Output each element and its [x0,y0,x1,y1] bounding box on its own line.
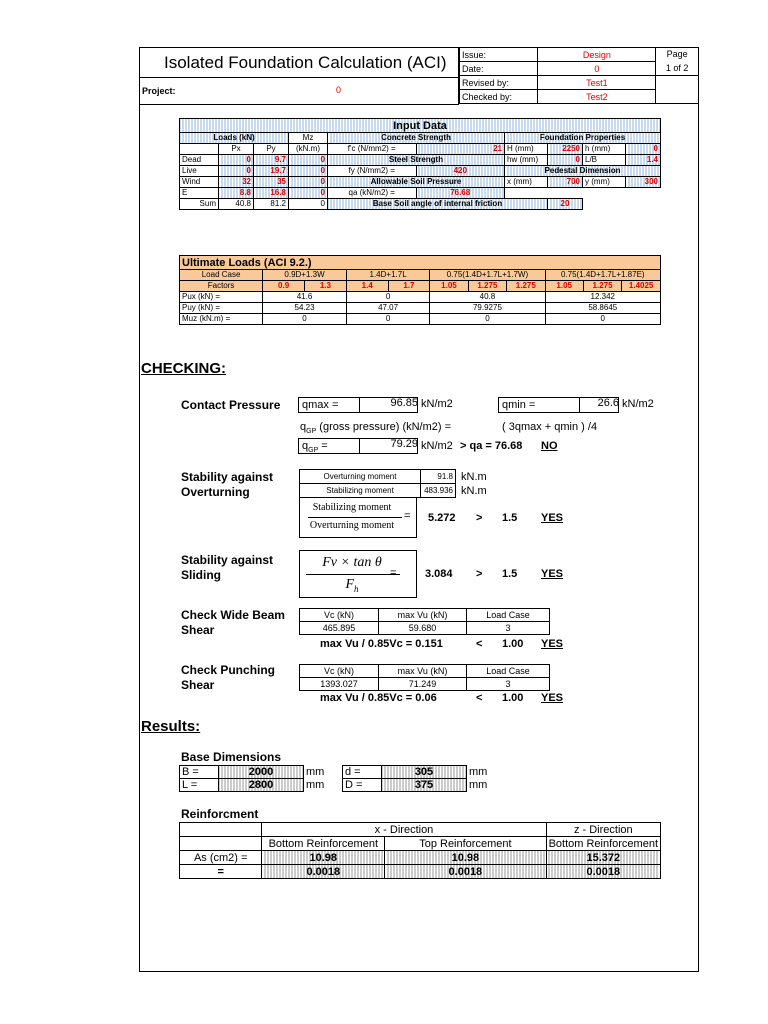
checking-title: CHECKING: [141,360,226,377]
revised-label: Revised by: [460,76,538,90]
page-empty-cell [656,76,699,104]
blank [583,199,661,210]
z-direction-header: z - Direction [546,823,660,837]
qmax-label: qmax = [302,399,339,411]
dead-label: Dead [180,155,219,166]
foundation-header: Foundation Properties [505,133,661,144]
py-header: Py [254,144,289,155]
case-1: 0.9D+1.3W [263,270,347,281]
date-label: Date: [460,62,538,76]
qmax-unit: kN/m2 [421,398,453,410]
overturning-fraction [299,498,417,538]
sheet-title: Isolated Foundation Calculation (ACI) [164,53,447,72]
wide-beam-table [299,608,550,635]
wide-beam-ratio-label: max Vu / 0.85Vc = [320,638,413,650]
contact-result: NO [541,440,558,452]
wide-beam-result: YES [541,638,564,650]
y-value: 300 [626,177,661,188]
sum-label: Sum [180,199,219,210]
B-label: B = [180,766,219,779]
wide-beam-ratio-value: 0.151 [415,638,443,650]
LB-label: L/B [583,155,626,166]
z-bottom-header: Bottom Reinforcement [546,837,660,851]
factor: 1.275 [583,281,621,292]
project-value: 0 [336,85,342,95]
rho-x-top: 0.0018 [385,865,546,879]
as-label: As (cm2) = [180,851,262,865]
puy-value: 54.23 [263,303,347,314]
punching-table [299,664,550,691]
qmin-label: qmin = [502,399,536,411]
live-label: Live [180,166,219,177]
loadcase-header: Load Case [467,665,550,678]
qmax-value: 96.85 [359,397,418,413]
wide-beam-ratio [320,638,443,650]
qa-compare [460,440,522,452]
dead-py: 9.7 [254,155,289,166]
e-px: 8.8 [219,188,254,199]
maxvu-value: 71.249 [379,678,467,691]
blank [180,144,219,155]
h-value: 0 [626,144,661,155]
title-cell [139,47,459,78]
L-unit: mm [306,779,325,791]
factor: 1.05 [430,281,468,292]
sliding-op: > [476,568,483,580]
overturning-moment-label: Overturning moment [300,470,421,484]
e-mz: 0 [289,188,328,199]
punching-limit: 1.00 [502,692,524,704]
fraction-bottom: Overturning moment [309,520,395,531]
sliding-value: 3.084 [425,568,453,580]
qa-value: 76.68 [416,188,505,199]
project-label: Project: [142,86,176,96]
factor: 1.275 [468,281,506,292]
soil-header: Allowable Soil Pressure [328,177,505,188]
sum-py: 81.2 [254,199,289,210]
moment-unit-1: kN.m [461,471,487,483]
px-header: Px [219,144,254,155]
ultimate-loads-table [179,255,661,325]
as-z-bottom: 15.372 [546,851,660,865]
muz-value: 0 [430,314,545,325]
concrete-header: Concrete Strength [328,133,505,144]
dead-px: 0 [219,155,254,166]
header-block [139,47,699,105]
loadcase-label: Load Case [180,270,263,281]
mz-header: Mz [289,133,328,144]
L-label: L = [180,779,219,792]
maxvu-header: max Vu (kN) [379,665,467,678]
mz-unit: (kN.m) [289,144,328,155]
x-direction-header: x - Direction [262,823,546,837]
overturning-label-2: Overturning [181,485,250,499]
sliding-frac-bottom-text: F [345,577,355,592]
qgp-desc-text: (gross pressure) (kN/m2) = [316,421,452,433]
qgp-label [302,440,328,454]
overturning-label [181,470,273,500]
checked-value: Test2 [538,90,656,104]
qgp-symbol: q [300,421,307,433]
wind-mz: 0 [289,177,328,188]
page-label: Page [666,49,688,59]
D-label: D = [343,779,382,792]
qgp-label-symbol: q [302,440,309,452]
vc-value: 1393.027 [300,678,379,691]
factor: 1.05 [545,281,583,292]
punching-op: < [476,692,483,704]
dead-mz: 0 [289,155,328,166]
pux-value: 12.342 [545,292,660,303]
hw-value: 0 [548,155,583,166]
friction-label: Base Soil angle of internal friction [328,199,548,210]
sliding-result: YES [541,568,564,580]
wide-beam-label-1: Check Wide Beam [181,608,285,622]
sum-px: 40.8 [219,199,254,210]
maxvu-header: max Vu (kN) [379,609,467,622]
pedestal-header: Pedestal Dimension [505,166,661,177]
overturning-limit: 1.5 [502,512,518,524]
sliding-frac-bottom-sub: h [354,583,359,594]
B-value: 2000 [219,766,304,779]
qmax-box [298,397,418,413]
wind-px: 32 [219,177,254,188]
sliding-label [181,553,273,583]
factor: 0.9 [263,281,305,292]
qgp-label-sub: GP [308,447,319,455]
qmin-value: 26.6 [579,397,619,413]
sliding-label-1: Stability against [181,553,274,567]
stabilizing-moment-value: 483.936 [421,484,456,498]
h-label: h (mm) [583,144,626,155]
puy-value: 47.07 [346,303,429,314]
sliding-frac-top: Fv × tan θ [322,555,382,570]
wide-beam-label-2: Shear [181,623,215,637]
stabilizing-moment-label: Stabilizing moment [300,484,421,498]
qa-label: qa (kN/m2) = [328,188,417,199]
wide-beam-op: < [476,638,483,650]
factors-label: Factors [180,281,263,292]
fy-label: fy (N/mm2) = [328,166,417,177]
fc-label: f'c (N/mm2) = [328,144,417,155]
e-py: 16.8 [254,188,289,199]
puy-value: 58.8645 [545,303,660,314]
overturning-value: 5.272 [428,512,456,524]
rho-z-bottom: 0.0018 [546,865,660,879]
issue-value: Design [538,48,656,62]
sliding-fraction-line [306,574,400,575]
qmin-box [498,397,619,413]
d-value: 305 [382,766,467,779]
revised-value: Test1 [538,76,656,90]
qmin-unit: kN/m2 [622,398,654,410]
D-unit: mm [469,779,488,791]
qa-compare-value: 76.68 [494,440,523,452]
puy-value: 79.9275 [430,303,545,314]
as-x-bottom: 10.98 [262,851,385,865]
qgp-unit: kN/m2 [421,440,453,452]
qgp-box [298,438,418,454]
case-2: 1.4D+1.7L [346,270,429,281]
sliding-frac-bottom [300,577,404,594]
muz-label: Muz (kN.m) = [180,314,263,325]
punching-ratio-label: max Vu / 0.85Vc = [320,692,413,704]
pux-value: 41.6 [263,292,347,303]
y-label: y (mm) [583,177,626,188]
fy-value: 420 [416,166,505,177]
x-value: 700 [548,177,583,188]
punching-ratio-value: 0.06 [415,692,437,704]
moments-table [299,469,456,498]
rho-x-bottom: 0.0018 [262,865,385,879]
fraction-line [308,517,402,518]
loads-header: Loads (kN) [180,133,289,144]
page-value: 1 of 2 [665,63,689,73]
vc-header: Vc (kN) [300,609,379,622]
ultimate-title: Ultimate Loads (ACI 9.2.) [180,256,661,270]
factor: 1.275 [507,281,545,292]
pux-label: Pux (kN) = [180,292,263,303]
moment-units [461,470,487,498]
live-mz: 0 [289,166,328,177]
fc-value: 21 [416,144,505,155]
reinforcement-table [179,822,661,879]
overturning-result: YES [541,512,564,524]
rho-label: = [180,865,262,879]
sliding-limit: 1.5 [502,568,518,580]
x-label: x (mm) [505,177,548,188]
B-unit: mm [306,766,325,778]
loadcase-header: Load Case [467,609,550,622]
base-dimensions-title: Base Dimensions [181,750,282,764]
hw-label: hw (mm) [505,155,548,166]
wide-beam-limit: 1.00 [502,638,524,650]
live-py: 19.7 [254,166,289,177]
muz-value: 0 [346,314,429,325]
issue-table [459,47,699,104]
reinforcement-title: Reinforcment [181,807,259,821]
wind-py: 35 [254,177,289,188]
x-top-header: Top Reinforcement [385,837,546,851]
punching-label-1: Check Punching [181,663,276,677]
fraction-top: Stabilizing moment [312,502,392,513]
moment-unit-2: kN.m [461,485,487,497]
pux-value: 0 [346,292,429,303]
qgp-value: 79.29 [359,438,418,454]
base-dimensions-table [179,765,490,792]
checked-label: Checked by: [460,90,538,104]
live-px: 0 [219,166,254,177]
factor: 1.4 [346,281,388,292]
pux-value: 40.8 [430,292,545,303]
input-data-table [179,118,661,210]
sum-mz: 0 [289,199,328,210]
contact-pressure-label: Contact Pressure [181,398,281,412]
blank [505,188,661,199]
H-value: 2250 [548,144,583,155]
issue-label: Issue: [460,48,538,62]
results-title: Results: [141,718,201,735]
L-value: 2800 [219,779,304,792]
punching-ratio [320,692,437,704]
e-label: E [180,188,219,199]
puy-label: Puy (kN) = [180,303,263,314]
vc-value: 465.895 [300,622,379,635]
blank [180,823,262,837]
D-value: 375 [382,779,467,792]
LB-value: 1.4 [626,155,661,166]
input-title: Input Data [180,119,661,133]
qgp-description [300,421,451,435]
overturning-label-1: Stability against [181,470,274,484]
muz-value: 0 [263,314,347,325]
qa-compare-op: > qa = [460,440,492,452]
sliding-eq: = [390,567,397,579]
wind-label: Wind [180,177,219,188]
date-value: 0 [538,62,656,76]
d-unit: mm [469,766,488,778]
overturning-moment-value: 91.8 [421,470,456,484]
page-cell [656,48,699,76]
factor: 1.4025 [622,281,661,292]
muz-value: 0 [545,314,660,325]
wide-beam-label [181,608,285,638]
fraction-eq: = [404,510,411,522]
loadcase-value: 3 [467,622,550,635]
sliding-fraction [299,550,417,598]
case-4: 0.75(1.4D+1.7L+1.87E) [545,270,660,281]
punching-label [181,663,275,693]
qgp-label-eq: = [318,440,328,452]
punching-label-2: Shear [181,678,215,692]
d-label: d = [343,766,382,779]
punching-result: YES [541,692,564,704]
maxvu-value: 59.680 [379,622,467,635]
steel-header: Steel Strength [328,155,505,166]
as-x-top: 10.98 [385,851,546,865]
case-3: 0.75(1.4D+1.7L+1.7W) [430,270,545,281]
qgp-formula: ( 3qmax + qmin ) /4 [502,421,598,433]
vc-header: Vc (kN) [300,665,379,678]
factor: 1.7 [388,281,430,292]
friction-value: 20 [548,199,583,210]
project-cell [139,77,459,105]
H-label: H (mm) [505,144,548,155]
loadcase-value: 3 [467,678,550,691]
sliding-label-2: Sliding [181,568,221,582]
x-bottom-header: Bottom Reinforcement [262,837,385,851]
qgp-sub: GP [306,428,317,436]
overturning-op: > [476,512,483,524]
factor: 1.3 [305,281,347,292]
blank [180,837,262,851]
